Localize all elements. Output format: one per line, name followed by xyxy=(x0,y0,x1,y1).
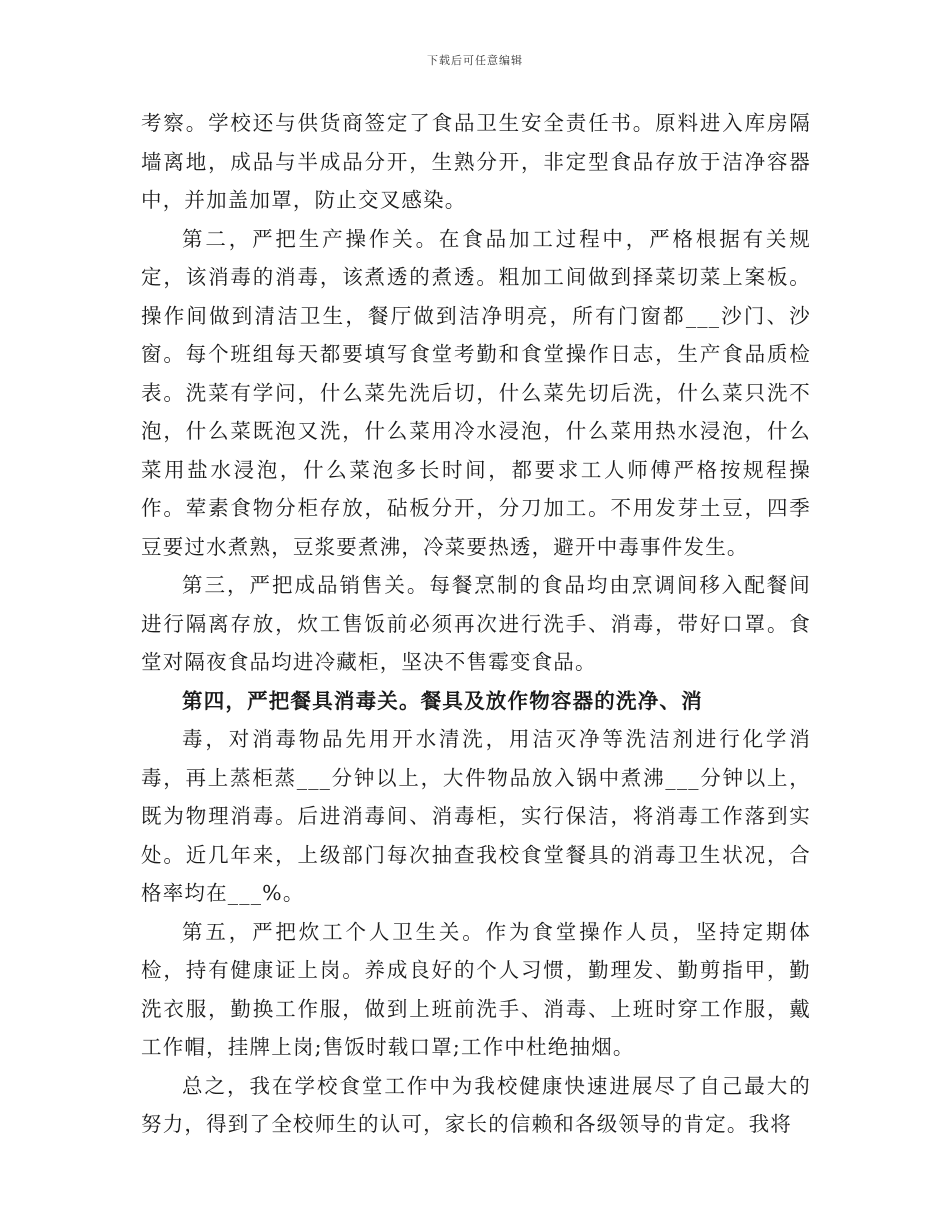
paragraph-fourth-point-heading: 第四，严把餐具消毒关。餐具及放作物容器的洗净、消 xyxy=(182,688,703,713)
paragraph-conclusion: 总之，我在学校食堂工作中为我校健康快速进展尽了自己最大的努力，得到了全校师生的认可，家长的信赖和各级领导的肯定。我将 xyxy=(141,1073,811,1136)
paragraph-fifth-point: 第五，严把炊工个人卫生关。作为食堂操作人员，坚持定期体检，持有健康证上岗。养成良好的个人习惯，勤理发、勤剪指甲，勤洗衣服，勤换工作服，做到上班前洗手、消毒、上班时穿工作服，戴工作帽，挂牌上岗;售饭时载口罩;工作中杜绝抽烟。 xyxy=(141,919,811,1059)
document-body xyxy=(141,104,811,1144)
page-header: 下载后可任意编辑 xyxy=(427,54,523,67)
paragraph-second-point: 第二，严把生产操作关。在食品加工过程中，严格根据有关规定，该消毒的消毒，该煮透的煮透。粗加工间做到择菜切菜上案板。操作间做到清洁卫生，餐厅做到洁净明亮，所有门窗都___沙门、沙窗。每个班组每天都要填写食堂考勤和食堂操作日志，生产食品质检表。洗菜有学问，什么菜先洗后切，什么菜先切后洗，什么菜只洗不泡，什么菜既泡又洗，什么菜用冷水浸泡，什么菜用热水浸泡，什么菜用盐水浸泡，什么菜泡多长时间，都要求工人师傅严格按规程操作。荤素食物分柜存放，砧板分开，分刀加工。不用发芽土豆，四季豆要过水煮熟，豆浆要煮沸，冷菜要热透，避开中毒事件发生。 xyxy=(141,226,811,559)
paragraph-fourth-point-body: 毒，对消毒物品先用开水清洗，用洁灭净等洗洁剂进行化学消毒，再上蒸柜蒸___分钟以上，大件物品放入锅中煮沸___分钟以上，既为物理消毒。后进消毒间、消毒柜，实行保洁，将消毒工作落到实处。近几年来，上级部门每次抽查我校食堂餐具的消毒卫生状况，合格率均在___%。 xyxy=(141,727,811,905)
paragraph-continued: 考察。学校还与供货商签定了食品卫生安全责任书。原料进入库房隔墙离地，成品与半成品分开，生熟分开，非定型食品存放于洁净容器中，并加盖加罩，防止交叉感染。 xyxy=(141,111,811,212)
paragraph-third-point: 第三，严把成品销售关。每餐烹制的食品均由烹调间移入配餐间进行隔离存放，炊工售饭前必须再次进行洗手、消毒，带好口罩。食堂对隔夜食品均进冷藏柜，坚决不售霉变食品。 xyxy=(141,573,811,674)
